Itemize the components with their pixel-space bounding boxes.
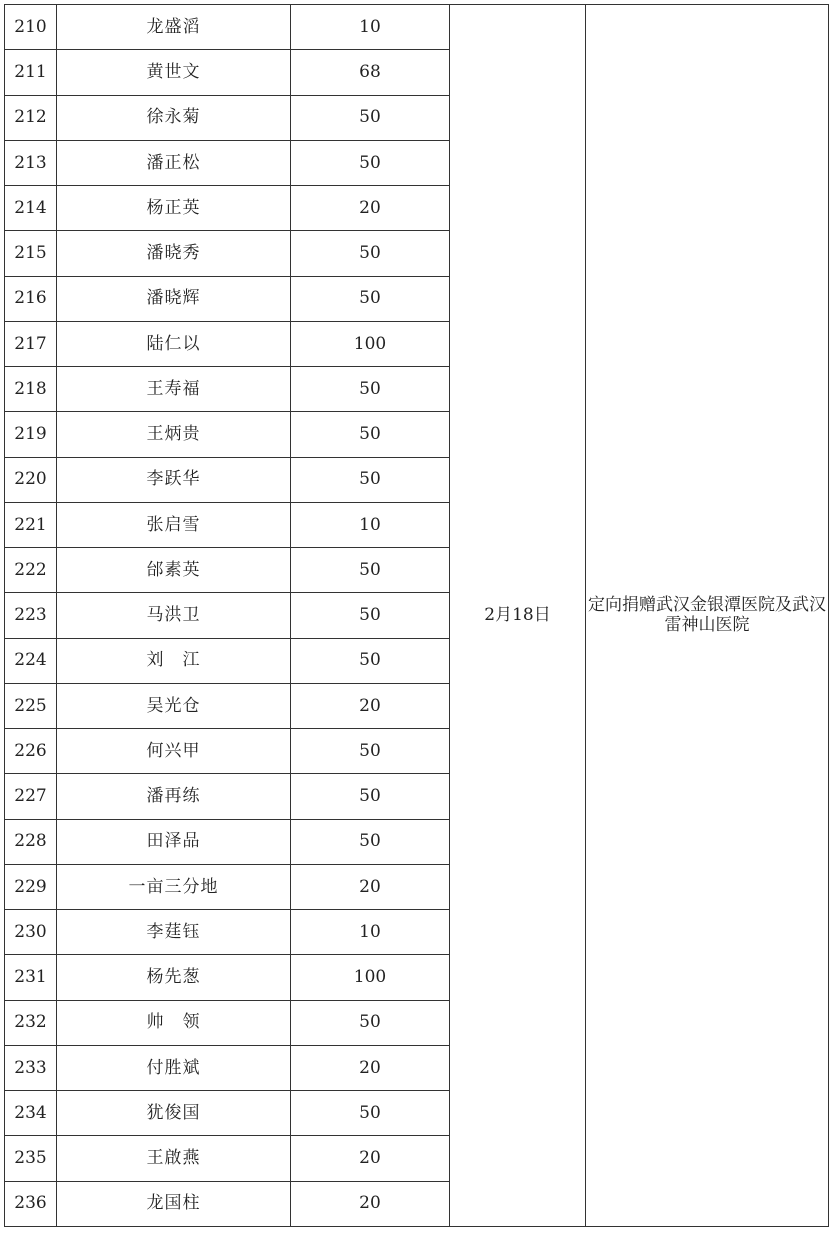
donor-name-cell: 李跃华: [57, 457, 291, 502]
donation-amount-cell: 50: [291, 774, 450, 819]
donor-name-cell: 潘晓辉: [57, 276, 291, 321]
serial-number-cell: 212: [5, 95, 57, 140]
donation-amount-cell: 20: [291, 1181, 450, 1226]
donation-amount-cell: 20: [291, 1045, 450, 1090]
donation-amount-cell: 50: [291, 1091, 450, 1136]
donation-amount-cell: 50: [291, 231, 450, 276]
serial-number-cell: 216: [5, 276, 57, 321]
serial-number-cell: 217: [5, 321, 57, 366]
donor-name-cell: 潘再练: [57, 774, 291, 819]
donor-name-cell: 张启雪: [57, 502, 291, 547]
serial-number-cell: 235: [5, 1136, 57, 1181]
donor-name-cell: 王炳贵: [57, 412, 291, 457]
table-body: [5, 5, 829, 1227]
serial-number-cell: 231: [5, 955, 57, 1000]
donor-name-cell: 潘正松: [57, 140, 291, 185]
donation-amount-cell: 10: [291, 502, 450, 547]
donation-amount-cell: 20: [291, 186, 450, 231]
donor-name-cell: 王寿福: [57, 367, 291, 412]
donation-amount-cell: 50: [291, 367, 450, 412]
serial-number-cell: 234: [5, 1091, 57, 1136]
serial-number-cell: 226: [5, 729, 57, 774]
donor-name-cell: 马洪卫: [57, 593, 291, 638]
donor-name-cell: 刘 江: [57, 638, 291, 683]
serial-number-cell: 214: [5, 186, 57, 231]
donation-amount-cell: 50: [291, 548, 450, 593]
serial-number-cell: 211: [5, 50, 57, 95]
donor-name-cell: 帅 领: [57, 1000, 291, 1045]
donation-amount-cell: 50: [291, 638, 450, 683]
serial-number-cell: 213: [5, 140, 57, 185]
donor-name-cell: 李莛钰: [57, 910, 291, 955]
donation-amount-cell: 20: [291, 864, 450, 909]
donor-name-cell: 龙国柱: [57, 1181, 291, 1226]
donor-name-cell: 邰素英: [57, 548, 291, 593]
donor-name-cell: 田泽品: [57, 819, 291, 864]
donor-name-cell: 何兴甲: [57, 729, 291, 774]
serial-number-cell: 229: [5, 864, 57, 909]
donor-name-cell: 一亩三分地: [57, 864, 291, 909]
serial-number-cell: 228: [5, 819, 57, 864]
serial-number-cell: 233: [5, 1045, 57, 1090]
serial-number-cell: 236: [5, 1181, 57, 1226]
donor-name-cell: 王啟燕: [57, 1136, 291, 1181]
donation-amount-cell: 50: [291, 1000, 450, 1045]
serial-number-cell: 232: [5, 1000, 57, 1045]
serial-number-cell: 221: [5, 502, 57, 547]
donation-amount-cell: 100: [291, 955, 450, 1000]
donor-name-cell: 付胜斌: [57, 1045, 291, 1090]
donor-name-cell: 龙盛滔: [57, 5, 291, 50]
donor-name-cell: 杨先葱: [57, 955, 291, 1000]
donor-name-cell: 陆仁以: [57, 321, 291, 366]
donation-amount-cell: 68: [291, 50, 450, 95]
serial-number-cell: 222: [5, 548, 57, 593]
donation-table: [4, 4, 829, 1227]
donation-amount-cell: 20: [291, 1136, 450, 1181]
serial-number-cell: 224: [5, 638, 57, 683]
donor-name-cell: 犹俊国: [57, 1091, 291, 1136]
donation-amount-cell: 10: [291, 5, 450, 50]
serial-number-cell: 225: [5, 683, 57, 728]
donation-date-cell: 2月18日: [450, 5, 586, 1227]
donation-amount-cell: 10: [291, 910, 450, 955]
donor-name-cell: 吴光仓: [57, 683, 291, 728]
serial-number-cell: 219: [5, 412, 57, 457]
donation-amount-cell: 50: [291, 95, 450, 140]
serial-number-cell: 210: [5, 5, 57, 50]
donation-amount-cell: 20: [291, 683, 450, 728]
serial-number-cell: 227: [5, 774, 57, 819]
serial-number-cell: 218: [5, 367, 57, 412]
donation-amount-cell: 50: [291, 412, 450, 457]
donor-name-cell: 杨正英: [57, 186, 291, 231]
donation-amount-cell: 50: [291, 276, 450, 321]
donation-amount-cell: 100: [291, 321, 450, 366]
serial-number-cell: 230: [5, 910, 57, 955]
donation-purpose-cell: 定向捐赠武汉金银潭医院及武汉雷神山医院: [586, 5, 829, 1227]
donation-amount-cell: 50: [291, 729, 450, 774]
donation-amount-cell: 50: [291, 457, 450, 502]
serial-number-cell: 223: [5, 593, 57, 638]
serial-number-cell: 215: [5, 231, 57, 276]
donor-name-cell: 潘晓秀: [57, 231, 291, 276]
table-row: [5, 5, 829, 50]
serial-number-cell: 220: [5, 457, 57, 502]
donor-name-cell: 黄世文: [57, 50, 291, 95]
donation-amount-cell: 50: [291, 819, 450, 864]
donation-amount-cell: 50: [291, 593, 450, 638]
donation-amount-cell: 50: [291, 140, 450, 185]
donor-name-cell: 徐永菊: [57, 95, 291, 140]
